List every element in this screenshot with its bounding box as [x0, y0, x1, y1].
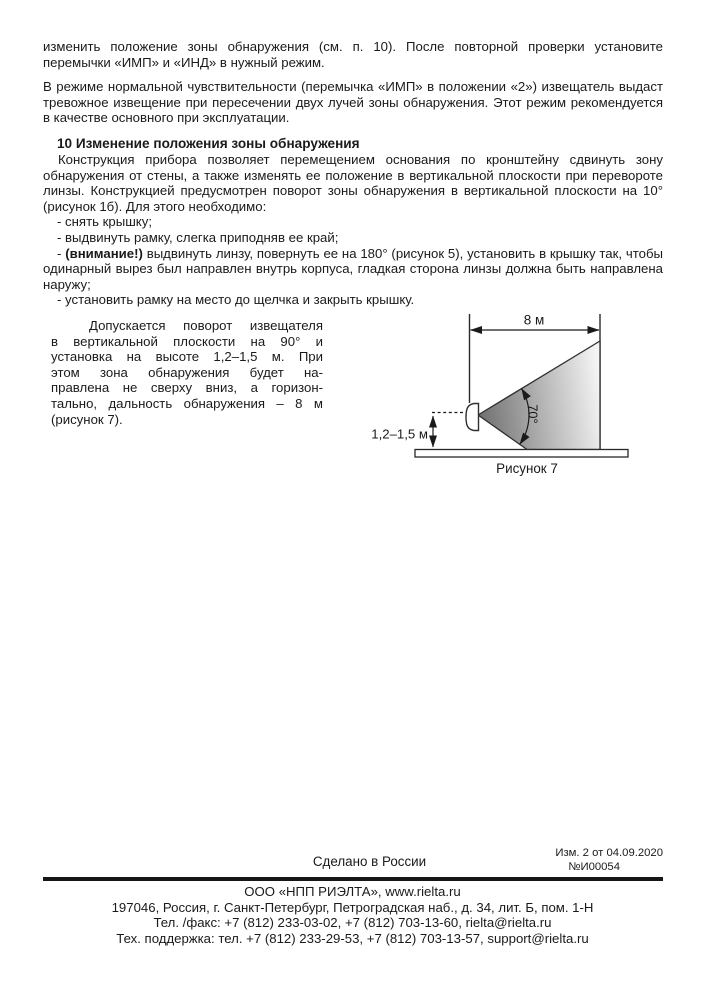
width-dimension-label: 8 м — [523, 312, 545, 328]
list-item: - установить рамку на место до щелчка и закрыть крышку. — [57, 292, 415, 308]
figure-7-drawing — [365, 305, 640, 463]
list-item: - выдвинуть рамку, слегка приподняв ее край; — [57, 229, 339, 245]
floor-bar — [415, 450, 628, 458]
side-line: установка на высоте 1,2–1,5 м. При — [51, 349, 323, 365]
side-line: этом зона обнаружения будет на- — [51, 364, 323, 380]
footer-phone-line: Тел. /факс: +7 (812) 233-03-02, +7 (812) 703-13-60, rielta@rielta.ru — [153, 915, 552, 931]
list-item: - снять крышку; — [57, 214, 152, 230]
paragraph-construction: Конструкция прибора позволяет перемещением основания по кронштейну сдвинуть зону обнаружения от стены, а также изменять ее положение в вертикальной плоскости при перевороте линзы. Конструкцией предусмотрен поворот зоны обнаружения в вертикальной плоскости на 10° (рисунок 1б). Для этого необходимо: — [43, 152, 663, 214]
figure-caption: Рисунок 7 — [496, 461, 558, 476]
footer-address-line: 197046, Россия, г. Санкт-Петербург, Петроградская наб., д. 34, лит. Б, пом. 1-Н — [111, 899, 594, 915]
footer-support-line: Тех. поддержка: тел. +7 (812) 233-29-53, +7 (812) 703-13-57, support@rielta.ru — [116, 930, 589, 946]
section-10-body — [43, 152, 663, 308]
side-line: в вертикальной плоскости на 90° и — [51, 333, 323, 349]
footer-contact-block — [0, 884, 705, 946]
side-line: (рисунок 7). — [51, 411, 123, 427]
footer-company-line: ООО «НПП РИЭЛТА», www.rielta.ru — [244, 884, 461, 899]
revision-label: Изм. 2 от 04.09.2020 — [555, 847, 663, 859]
angle-label: 70° — [525, 404, 541, 424]
paragraph-continued: изменить положение зоны обнаружения (см. п. 10). После повторной проверки установите перемычки «ИМП» и «ИНД» в нужный режим. — [43, 39, 663, 70]
side-line: тально, дальность обнаружения – 8 м — [51, 395, 323, 411]
list-item-prefix: - — [57, 245, 66, 261]
attention-bold: (внимание!) — [65, 245, 143, 261]
list-item-text: выдвинуть линзу, повернуть ее на 180° (рисунок 5), установить в крышку так, чтобы одинарный вырез был направлен внутрь корпуса, гладкая сторона линзы должна быть направлена наружу; — [43, 245, 663, 292]
side-line: Допускается поворот извещателя — [89, 318, 323, 333]
revision-block — [555, 847, 663, 874]
detector-body — [466, 404, 479, 431]
footer-divider — [43, 877, 663, 881]
made-in-russia-label: Сделано в России — [312, 854, 427, 869]
side-paragraph — [51, 318, 323, 427]
paragraph-normal-mode: В режиме нормальной чувствительности (перемычка «ИМП» в положении «2») извещатель выдаст тревожное извещение при пересечении двух лучей зоны обнаружения. Этот режим рекомендуется в качестве основного при эксплуатации. — [43, 79, 663, 126]
list-item — [43, 246, 663, 293]
section-heading-10: 10 Изменение положения зоны обнаружения — [57, 136, 360, 151]
detection-cone — [478, 341, 600, 450]
height-dimension-label: 1,2–1,5 м — [371, 426, 428, 442]
doc-number: №И00054 — [568, 860, 620, 873]
side-line: правлена не сверху вниз, а горизон- — [51, 380, 323, 396]
